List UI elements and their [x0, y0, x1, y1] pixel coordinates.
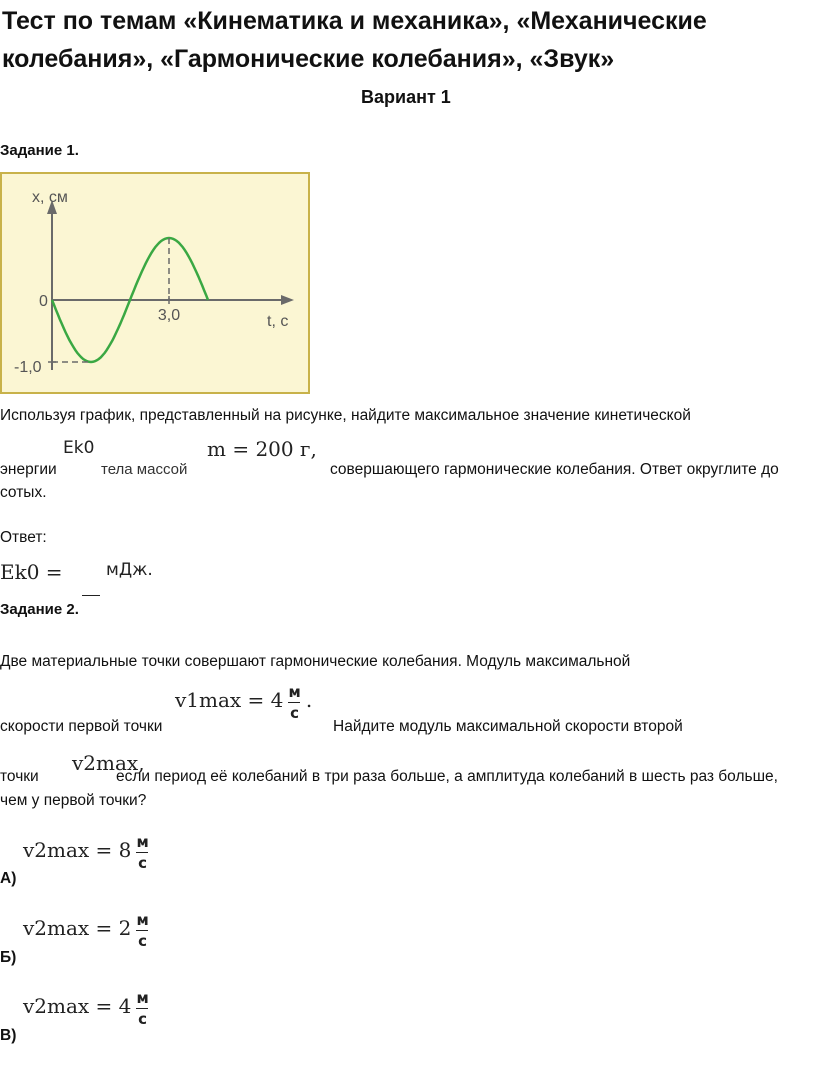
- answer-unit: мДж.: [106, 560, 153, 580]
- v1-formula: v1max = 4: [175, 688, 284, 712]
- task1-text-mass-label: тела массой: [101, 461, 188, 478]
- v1-unit-fraction: [288, 683, 300, 722]
- task2-heading: Задание 2.: [0, 601, 79, 618]
- task1-formula-mass: [207, 437, 317, 461]
- option-b-fraction: [136, 911, 148, 950]
- task1-text-rest: совершающего гармонические колебания. Ответ округлите до: [330, 461, 779, 478]
- task2-text-speed-first: скорости первой точки: [0, 718, 163, 735]
- option-c-fraction-line: [136, 1008, 148, 1009]
- option-b-formula: [23, 911, 149, 950]
- page-title: Тест по темам «Кинематика и механика», «Механические колебания», «Гармонические колебания», «Звук»: [2, 7, 707, 73]
- option-b-fraction-line: [136, 930, 148, 931]
- option-c-label[interactable]: В): [0, 1027, 17, 1044]
- task1-text-energy: энергии: [0, 461, 57, 478]
- option-a-value: v2max = 8: [23, 838, 132, 862]
- task2-text-line1: Две материальные точки совершают гармонические колебания. Модуль максимальной: [0, 653, 631, 670]
- task2-formula-v1: [175, 683, 312, 722]
- task2-text-point: точки: [0, 768, 39, 785]
- ek-symbol: Ek0: [63, 438, 95, 458]
- y-axis-label: x, см: [32, 189, 68, 206]
- answer-ek: Ek0 =: [0, 560, 63, 584]
- v1-unit-num: м: [288, 683, 301, 701]
- task2-text-find: Найдите модуль максимальной скорости второй: [333, 718, 683, 735]
- task1-formula-ek: [63, 438, 94, 458]
- answer-formula: [0, 560, 63, 584]
- task1-text-line1: Используя график, представленный на рисунке, найдите максимальное значение кинетической: [0, 407, 691, 424]
- answer-label: Ответ:: [0, 529, 47, 546]
- x-axis-label: t, с: [267, 313, 289, 330]
- option-b-value: v2max = 2: [23, 916, 132, 940]
- option-a-fraction-line: [136, 852, 148, 853]
- option-c-value: v2max = 4: [23, 994, 132, 1018]
- option-a-unit-num: м: [136, 833, 149, 851]
- origin-label: 0: [39, 293, 48, 310]
- x-axis-arrow: [281, 295, 294, 305]
- variant-heading: Вариант 1: [361, 87, 451, 107]
- mass-value: m = 200 г,: [207, 437, 317, 461]
- v1-unit-den: с: [290, 704, 300, 722]
- task2-text-if: если период её колебаний в три раза больше, а амплитуда колебаний в шесть раз больше,: [116, 768, 778, 785]
- task2-text-than: чем у первой точки?: [0, 792, 147, 809]
- task1-text-end: сотых.: [0, 484, 47, 501]
- y-tick-label-minus1: -1,0: [14, 359, 42, 376]
- option-c-fraction: [136, 989, 148, 1028]
- option-a-label[interactable]: А): [0, 870, 17, 887]
- option-b-unit-den: с: [138, 932, 148, 950]
- answer-blank-line: [82, 595, 100, 596]
- option-c-unit-den: с: [138, 1010, 148, 1028]
- option-a-unit-den: с: [138, 854, 148, 872]
- option-c-formula: [23, 989, 149, 1028]
- v1-period: .: [305, 688, 313, 712]
- oscillation-chart: [2, 174, 308, 392]
- v2-symbol: v2max,: [72, 751, 145, 775]
- option-b-label[interactable]: Б): [0, 949, 17, 966]
- option-a-fraction: [136, 833, 148, 872]
- option-b-unit-num: м: [136, 911, 149, 929]
- v1-fraction-line: [288, 702, 300, 703]
- x-tick-label-3: 3,0: [157, 307, 181, 324]
- option-a-formula: [23, 833, 149, 872]
- task1-heading: Задание 1.: [0, 142, 79, 159]
- option-c-unit-num: м: [136, 989, 149, 1007]
- chart-frame: [0, 172, 310, 394]
